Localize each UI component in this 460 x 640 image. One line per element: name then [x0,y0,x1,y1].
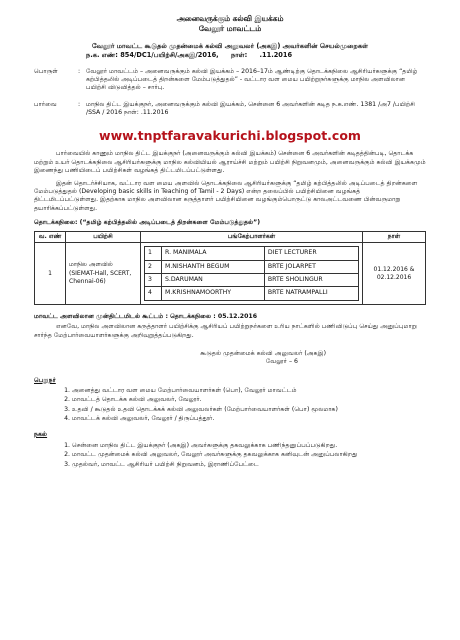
recipients-title: பெறுநர் [34,376,56,384]
participant-no: 3 [145,274,162,287]
row-dates: 01.12.2016 & 02.12.2016 [363,243,426,304]
table-row [35,243,426,304]
participant-post: BRTE JOLARPET [264,260,358,273]
copy-title: நகல் [34,431,48,439]
subject-colon: : [78,67,81,75]
participant-row [145,260,359,273]
copy-list [34,442,426,469]
participant-row [145,274,359,287]
subject-label: பொருள் [34,67,58,75]
header-line-2: வேலூர் மாவட்டம் [198,23,262,33]
list-item: 1. அனைத்து வட்டார வள மைய மேற்பார்வையாளர்கள் (பொ), வேலூர் மாவட்டம் [72,387,426,395]
paragraph-2: இதன் தொடர்ச்சியாக, வட்டார வள மைய அளவில் தொடக்கநிலை ஆசிரியர்களுக்கு “தமிழ் கற்பித்தலில் அடிப்படைத் திறன்களை மேம்படுத்துதல் (Developing basic skills in Teaching of Tamil - 2 Days) என்ற தலைப்பில் பயிற்சியினை வழங்கத் திட்டமிடப்பட்டுள்ளது. இதற்காக மாநில அளவிலான கருத்தாளர் பயிற்சியினை வழங்கும்பொருட்டு காலஅட்டவணை பின்வருமாறு தயாரிக்கப்பட்டுள்ளது. [34,179,418,212]
participant-post: BRTE NATRAMPALLI [264,287,358,300]
reference-label: பார்வை [34,100,57,108]
participant-name: M.NISHANTH BEGUM [162,260,265,273]
header-line-1: அனைவருக்கும் கல்வி இயக்கம் [176,14,284,23]
participant-name: M.KRISHNAMOORTHY [162,287,265,300]
list-item: 1. சென்னை மாநில திட்ட இயக்குநர் (அகஇ) அவர்களுக்கு தகவலுக்காக பணிந்தனுப்பப்படுகிறது. [72,442,426,450]
list-item: 3. உதவி / கூடுதல் உதவி தொடக்கக் கல்வி அலுவலர்கள் (மேற்பார்வையாளர்கள் (பொ) மூலமாக) [72,406,426,414]
participant-no: 1 [145,247,162,260]
participant-name: S.DARUMAN [162,274,265,287]
office-title: வேலூர் மாவட்ட கூடுதல் முதன்மைக் கல்வி அலுவலர் (அகஇ) அவர்களின் செயல்முறைகள் [91,41,369,50]
signature-title: கூடுதல் முதன்மைக் கல்வி அலுவலர் (அகஇ) [200,349,326,357]
list-item: 2. மாவட்டத் தொடக்க கல்வி அலுவலர், வேலூர். [72,396,426,404]
participant-no: 2 [145,260,162,273]
reference-number-line [34,51,426,60]
table-header-row [35,232,426,243]
meeting-title: மாவட்ட அளவிலான முன்திட்டமிடல் கூட்டம் : தொடக்கநிலை : 05.12.2016 [34,312,258,320]
participant-post: DIET LECTURER [264,247,358,260]
row-training: மாநில அளவில் (SIEMAT-Hall, SCERT, Chennai-06) [66,243,141,304]
table-caption: தொடக்கநிலை: (“தமிழ் கற்பித்தலில் அடிப்படைத் திறன்களை மேம்படுத்துதல்”) [34,218,261,226]
reference-text: மாநில திட்ட இயக்குநர், அனைவருக்கும் கல்வி இயக்கம், சென்னை 6 அவர்களின் கடித ந.க.எண். 1381 /அ7 /பயிற்சி /SSA / 2016 நாள்: .11.2016 [86,100,416,117]
list-item: 2. மாவட்ட முதன்மைக் கல்வி அலுவலர், வேலூர் அவர்களுக்கு தகவலுக்காக கனிவுடன் அனுப்பலாகிறது [72,451,426,459]
paragraph-1: பார்வையில் காணும் மாநில திட்ட இயக்குநர் (அனைவருக்கும் கல்வி இயக்கம்) சென்னை 6 அவர்களின் கடிதத்தின்படி, தொடக்க மற்றும் உயர் தொடக்கநிலை ஆசிரியர்களுக்கு மாநில கல்வியியல் ஆராய்ச்சி மற்றும் பயிற்சி நிறுவனமும், அனைவருக்கும் கல்வி இயக்கமும் இணைந்து பணியிடைப் பயிற்சிகள் வழங்கத் திட்டமிடப்பட்டுள்ளது. [34,150,426,175]
subject-text: வேலூர் மாவட்டம் – அனைவருக்கும் கல்வி இயக்கம் – 2016–17ம் ஆண்டிற்கு தொடக்கநிலை ஆசிரியர்களுக்கு “தமிழ் கற்பித்தலில் அடிப்படைத் திறன்களை மேம்படுத்துதல்” - வட்டார வள மைய பயிற்றுநர்களுக்கு மாநில அளவிலான பயிற்சி விடுவித்தல் – சார்பு. [86,67,418,92]
row-sno: 1 [35,243,66,304]
meeting-text: எனவே, மாநில அளவிலான கருத்தாளர் பயிற்சிக்கு ஆசிரியப் பயிற்றுநர்களை உரிய நாட்களில் பணிவிடுப்பு செய்து அனுப்புமாறு சார்ந்த மேற்பார்வையாளர்களுக்கு அறிவுறுத்தப்படுகிறது. [34,323,417,339]
date-label: நாள்: [230,50,248,59]
list-item: 4. மாவட்டக் கல்வி அலுவலர், வேலூர் / திருப்பத்தூர். [72,415,426,423]
participant-row [145,287,359,300]
participants-table [144,246,359,300]
reference-number: ந.க. எண்: 854/DC1/பயிற்சி/அகஇ/2016, [86,50,219,59]
reference-row [34,101,426,118]
participant-row [145,247,359,260]
reference-colon: : [78,100,81,108]
header-participants: பங்கேற்பாளர்கள் [141,232,363,243]
signature-place: வேலூர் – 6 [265,358,298,366]
recipients-list [34,387,426,423]
participant-no: 4 [145,287,162,300]
header-sno: வ. எண் [35,232,66,243]
participant-name: R. MANIMALA [162,247,265,260]
subject-row [34,68,426,93]
blog-watermark-link[interactable]: www.tnptfaravakurichi.blogspot.com [99,127,361,143]
participant-post: BRTE SHOLINGUR [264,274,358,287]
date-value: .11.2016 [259,50,293,59]
row-participants [141,243,363,304]
schedule-table [34,231,426,305]
header-date: நாள் [363,232,426,243]
list-item: 3. முதல்வர், மாவட்ட ஆசிரியர் பயிற்சி நிறுவனம், இராணிப்பேட்டை [72,461,426,469]
header-training: பயிற்சி [66,232,141,243]
